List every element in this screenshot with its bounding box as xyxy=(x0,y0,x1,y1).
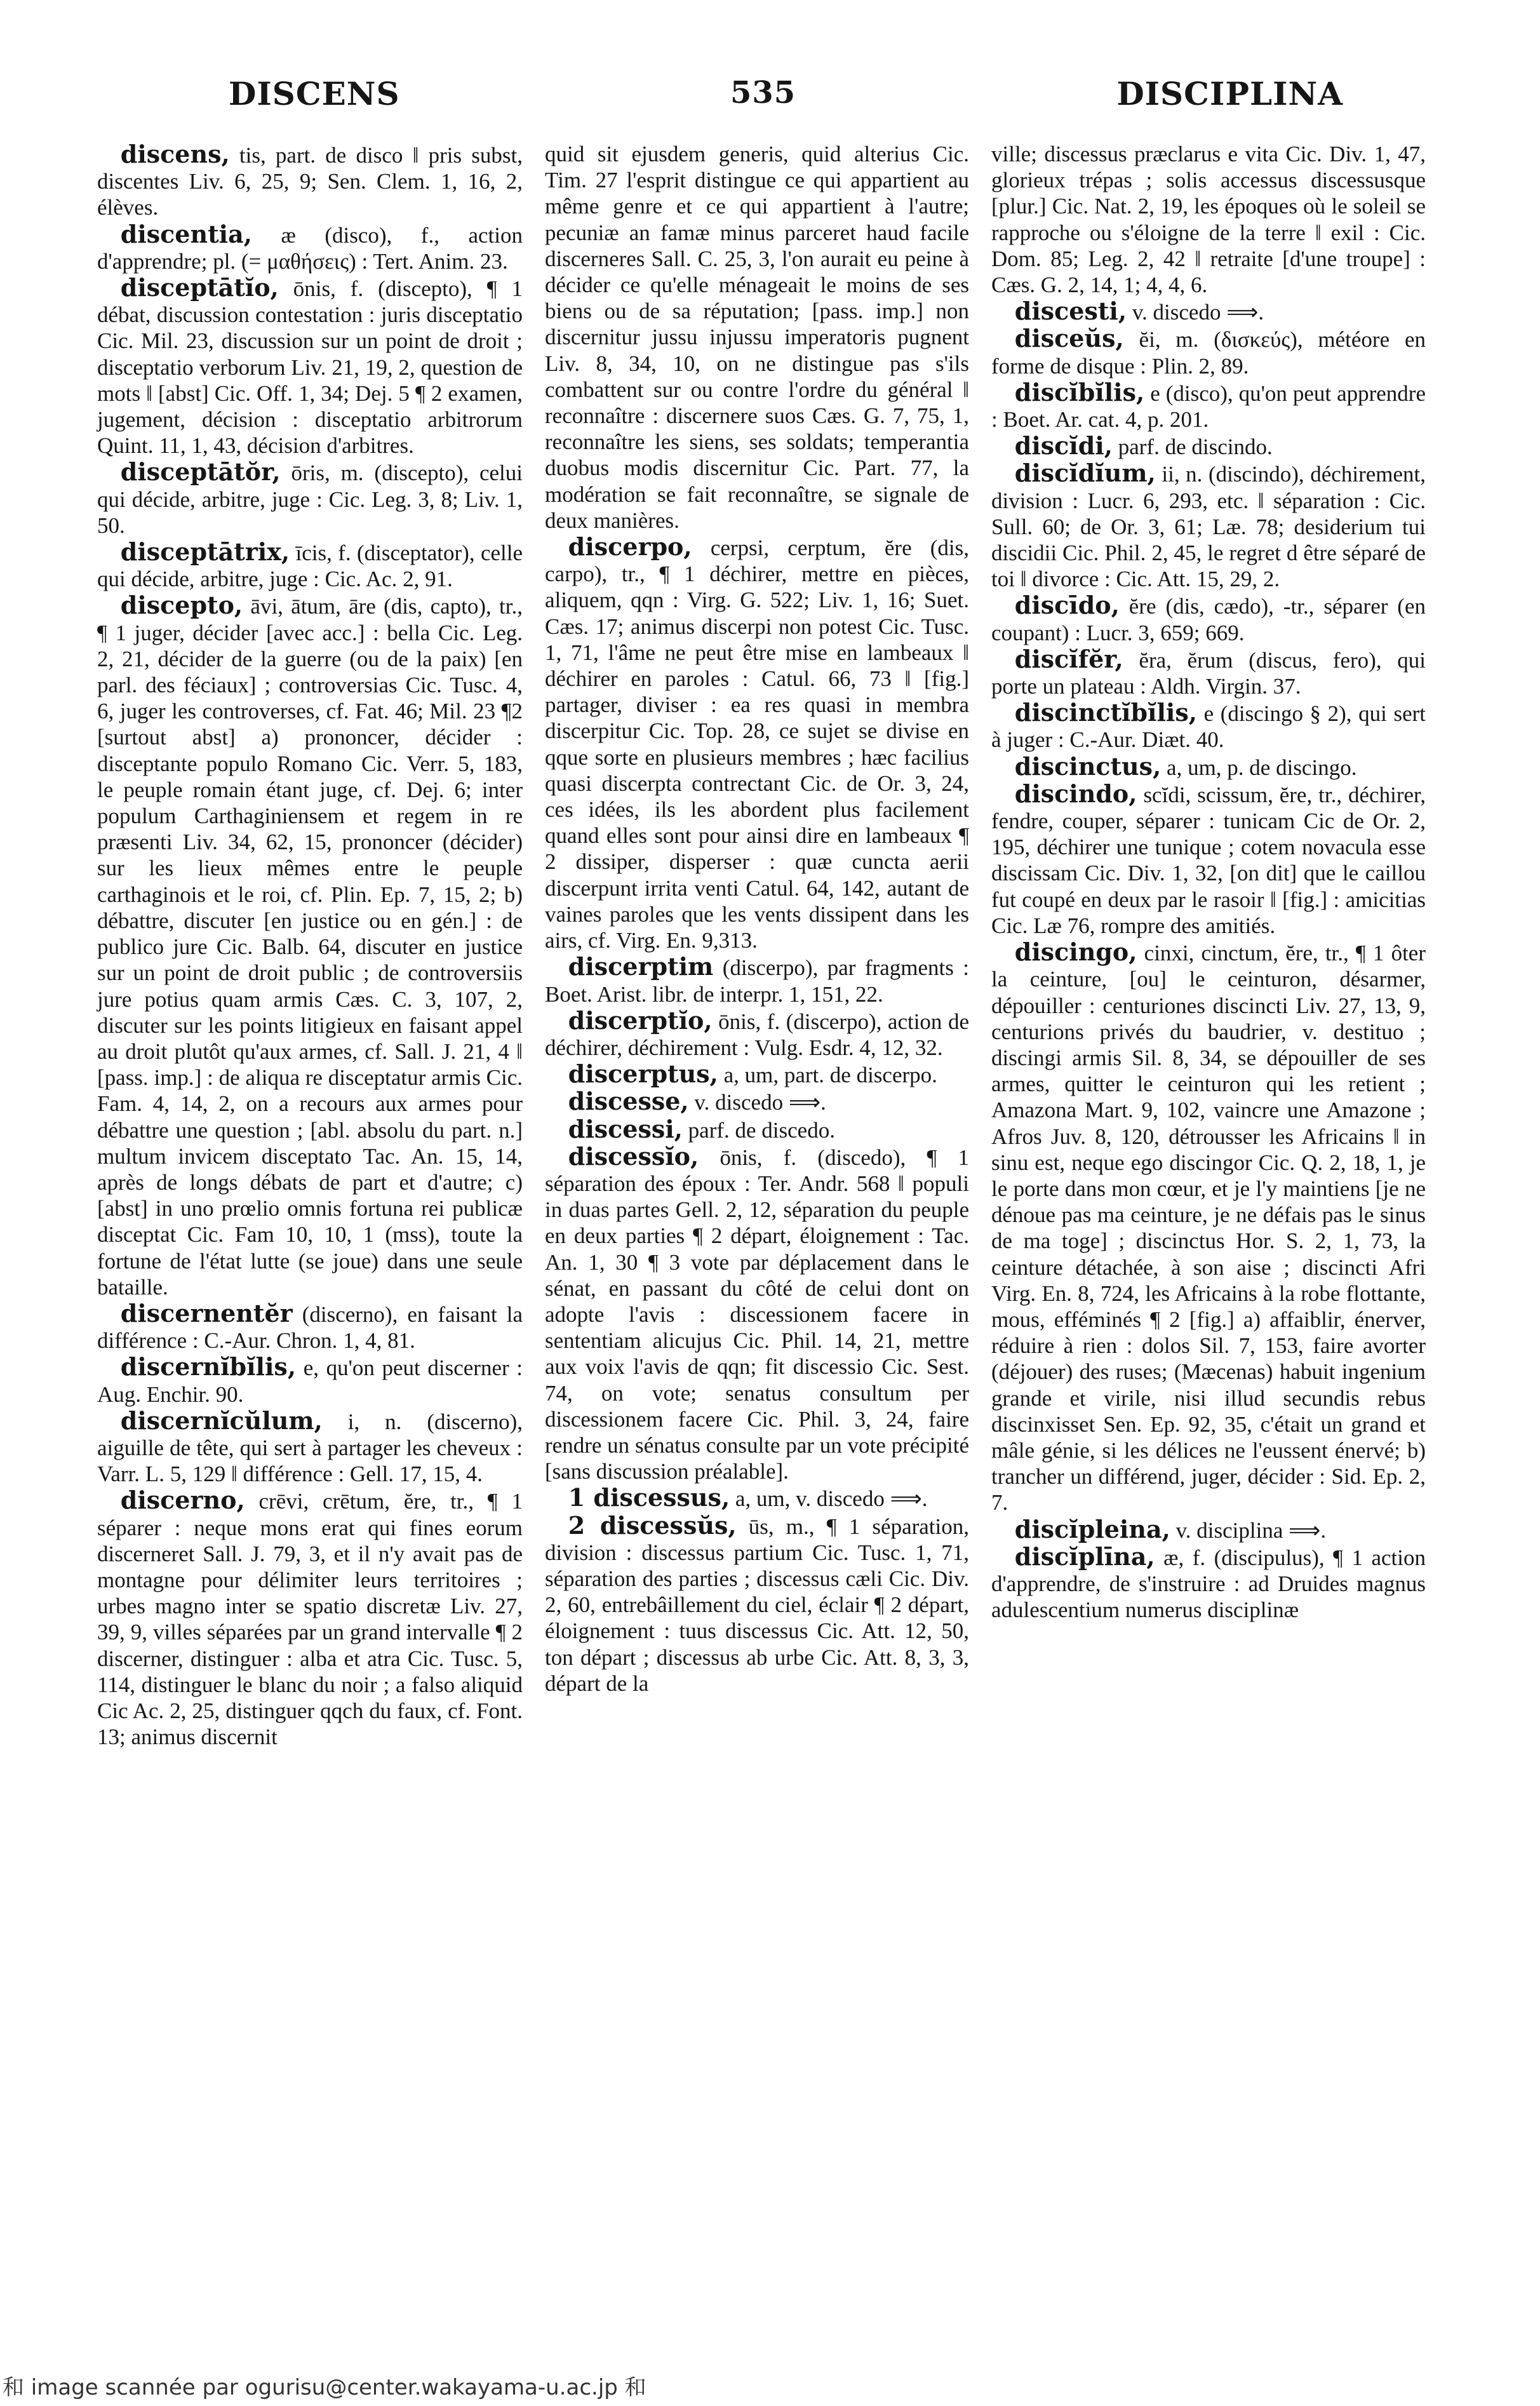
entry-definition: e (disco), qu'on peut apprendre : Boet. Ar. cat. 4, p. 201. xyxy=(991,380,1426,433)
entry-headword: discerptus, xyxy=(568,1059,718,1089)
entry-continuation: ville; discessus præclarus e vita Cic. Div. 1, 47, glorieux trépas ; solis accessus discessusque [plur.] Cic. Nat. 2, 19, les époques où le soleil se rapproche ou s'éloigne de la terre ‖ exil : Cic. Dom. 85; Leg. 2, 42 ‖ retraite [d'une troupe] : Cæs. G. 2, 14, 1; 4, 4, 6. xyxy=(991,142,1426,298)
entry-headword: discessi, xyxy=(568,1114,683,1143)
entry-definition: īcis, f. (disceptator), celle qui décide, arbitre, juge : Cic. Ac. 2, 91. xyxy=(97,541,523,592)
entry-definition: v. disciplina ⟹. xyxy=(1175,1517,1327,1543)
entry-definition: cinxi, cinctum, ĕre, tr., ¶ 1 ôter la ceinture, [ou] le ceinturon, désarmer, dépouiller : centuriones discincti Liv. 27, 13, 9, centurions privés du baudrier, v. destituo ; discingi armis Sil. 8, 34, se dépouiller de ses armes, quitter le ceinturon qui les retient ; Amazona Mart. 9, 102, vaincre une Amazone ; Afros Juv. 8, 120, détrousser les Africains ‖ in sinu est, neque ego discingor Cic. Q. 2, 18, 1, je le porte dans mon cœur, et je l'y maintiens [je ne dénoue pas ma ceinture, je ne défais pas le sinus de ma toge] ; discinctus Hor. S. 2, 1, 73, la ceinture détachée, à son aise ; discincti Afri Virg. En. 8, 724, les Africains à la robe flottante, mous, efféminés ¶ 2 [fig.] a) affaiblir, énerver, réduire à rien : dolos Sil. 7, 153, faire avorter (déjouer) des ruses; (Mæcenas) habuit ingenium grande et virile, nisi illud secundis rebus discinxisset Sen. Ep. 92, 35, c'était un grand et mâle génie, si les délices ne l'eussent énervé; b) trancher un différend, juger, décider : Sid. Ep. 2, 7. xyxy=(991,941,1426,1516)
entry-definition: crēvi, crētum, ĕre, tr., ¶ 1 séparer : neque mons erat qui fines eorum discerneret Sall. J. 79, 3, et il n'y avait pas de montagne pour délimiter leurs territoires ; urbes magno inter se spatio discretæ Liv. 27, 39, 9, villes séparées par un grand intervalle ¶ 2 discerner, distinguer : alba et atra Cic. Tusc. 5, 114, distinguer le blanc du noir ; a falso aliquid Cic Ac. 2, 25, distinguer qqch du faux, cf. Font. 13; animus discernit xyxy=(97,1489,523,1750)
entry-definition: e, qu'on peut discerner : Aug. Enchir. 90. xyxy=(97,1355,523,1407)
dictionary-entry xyxy=(545,1512,969,1697)
column-left xyxy=(97,141,523,1750)
running-head-right: DISCIPLINA xyxy=(1116,75,1343,112)
entry-definition: parf. de discindo. xyxy=(1118,434,1273,460)
dictionary-entry xyxy=(545,1116,969,1143)
entry-headword: discentia, xyxy=(120,219,252,248)
entry-definition: ĕi, m. (δισκεύς), météore en forme de disque : Plin. 2, 89. xyxy=(991,327,1426,379)
entry-headword: discindo, xyxy=(1014,779,1137,808)
dictionary-entry xyxy=(545,1484,969,1512)
dictionary-entry xyxy=(97,459,523,539)
entry-definition: a, um, v. discedo ⟹. xyxy=(735,1486,928,1512)
entry-headword: discerptĭo, xyxy=(568,1005,713,1035)
entry-definition: ōnis, f. (discepto), ¶ 1 débat, discussion contestation : juris disceptatio Cic. Mil. 23, discussion sur un point de droit ; disceptatio verborum Liv. 21, 19, 2, question de mots ‖ [abst] Cic. Off. 1, 34; Dej. 5 ¶ 2 examen, jugement, décision : disceptatio arbitrorum Quint. 11, 1, 43, décision d'arbitres. xyxy=(97,276,523,459)
dictionary-entry xyxy=(97,592,523,1300)
entry-headword: discerpo, xyxy=(568,532,692,561)
dictionary-entry xyxy=(991,592,1426,645)
dictionary-entry xyxy=(97,221,523,274)
dictionary-entry xyxy=(97,1408,523,1488)
dictionary-entry xyxy=(545,1061,969,1088)
dictionary-entry xyxy=(991,298,1426,325)
entry-definition: (discerpo), par fragments : Boet. Arist. libr. de interpr. 1, 151, 22. xyxy=(545,955,969,1007)
entry-definition: a, um, part. de discerpo. xyxy=(723,1063,937,1088)
entry-definition: āvi, ātum, āre (dis, capto), tr., ¶ 1 juger, décider [avec acc.] : bella Cic. Leg. 2, 21, décider de la guerre (ou de la paix) [en parl. des féciaux] ; controversias Cic. Tusc. 4, 6, juger les controverses, cf. Fat. 46; Mil. 23 ¶2 [surtout abst] a) prononcer, décider : disceptante populo Romano Cic. Verr. 5, 183, le peuple romain étant juge, cf. Dej. 6; inter populum Carthaginiensem et regem in re præsenti Liv. 34, 62, 15, prononcer (décider) sur les lieux mêmes entre le peuple carthaginois et le roi, cf. Plin. Ep. 7, 15, 2; b) débattre, discuter [en justice ou en gén.] : de publico jure Cic. Balb. 64, discuter en justice sur un point de droit public ; de controversiis jure potius quam armis Cæs. C. 3, 107, 2, discuter sur les points litigieux en faisant appel au droit plutôt qu'aux armes, cf. Sall. J. 21, 4 ‖ [pass. imp.] : de aliqua re disceptatur armis Cic. Fam. 4, 14, 2, on a recours aux armes pour débattre une question ; [abl. absolu du part. n.] multum invicem disceptato Tac. An. 15, 14, après de longs débats de part et d'autre; c) [abst] in uno prœlio omnis fortuna rei publicæ disceptat Cic. Fam 10, 10, 1 (mss), toute la fortune de l'état lutte (se joue) dans une seule bataille. xyxy=(97,594,523,1300)
dictionary-entry xyxy=(991,379,1426,433)
entry-headword: discinctus, xyxy=(1014,751,1162,781)
entry-definition: v. discedo ⟹. xyxy=(1132,300,1264,325)
entry-headword: discĭdi, xyxy=(1014,431,1113,460)
dictionary-entry xyxy=(545,953,969,1007)
entry-headword: discens, xyxy=(120,140,230,168)
entry-headword: 1 discessus, xyxy=(568,1483,730,1512)
entry-definition: (discerno), en faisant la différence : C.-Aur. Chron. 1, 4, 81. xyxy=(97,1301,523,1354)
entry-definition: parf. de discedo. xyxy=(688,1117,835,1143)
page-number: 535 xyxy=(730,75,796,111)
dictionary-entry xyxy=(545,1143,969,1485)
dictionary-entry xyxy=(991,699,1426,753)
entry-headword: discĭpleina, xyxy=(1014,1514,1170,1543)
dictionary-entry xyxy=(991,1543,1426,1623)
dictionary-entry xyxy=(991,939,1426,1516)
running-head-left: DISCENS xyxy=(229,75,400,112)
column-right xyxy=(991,141,1426,1623)
dictionary-entry xyxy=(991,781,1426,939)
dictionary-entry xyxy=(991,325,1426,379)
entry-headword: discessĭo, xyxy=(568,1141,699,1171)
entry-headword: discerno, xyxy=(120,1486,245,1515)
entry-definition: i, n. (discerno), aiguille de tête, qui sert à partager les cheveux : Varr. L. 5, 129 ‖ différence : Gell. 17, 15, 4. xyxy=(97,1409,523,1487)
entry-headword: discernĭbĭlis, xyxy=(120,1352,297,1381)
dictionary-entry xyxy=(97,274,523,459)
entry-headword: 2 discessŭs, xyxy=(568,1510,737,1540)
dictionary-entry xyxy=(991,646,1426,699)
dictionary-entry xyxy=(97,1354,523,1407)
entry-headword: discĭplīna, xyxy=(1014,1542,1155,1571)
entry-headword: discesse, xyxy=(568,1087,689,1116)
entry-definition: e (discingo § 2), qui sert à juger : C.-Aur. Diæt. 40. xyxy=(991,701,1426,753)
entry-headword: discepto, xyxy=(120,591,243,620)
entry-definition: tis, part. de disco ‖ pris subst, discentes Liv. 6, 25, 9; Sen. Clem. 1, 16, 2, élèves. xyxy=(97,143,523,220)
dictionary-entry xyxy=(991,433,1426,460)
entry-definition: æ (disco), f., action d'apprendre; pl. (= μαθήσεις) : Tert. Anim. 23. xyxy=(97,222,523,274)
entry-headword: discerptim xyxy=(568,952,714,981)
entry-definition: ĕra, ĕrum (discus, fero), qui porte un plateau : Aldh. Virgin. 37. xyxy=(991,647,1426,699)
entry-headword: discĭbĭlis, xyxy=(1014,377,1145,407)
entry-definition: v. discedo ⟹. xyxy=(694,1090,826,1115)
entry-headword: disceŭs, xyxy=(1014,324,1124,353)
scan-credit: 和 image scannée par ogurisu@center.wakayama-u.ac.jp 和 xyxy=(3,2375,646,2400)
entry-headword: discĭdĭum, xyxy=(1014,459,1156,488)
dictionary-entry xyxy=(97,141,523,221)
entry-headword: disceptātŏr, xyxy=(120,457,281,487)
dictionary-entry xyxy=(545,1088,969,1115)
entry-headword: discingo, xyxy=(1014,938,1137,967)
entry-definition: cerpsi, cerptum, ĕre (dis, carpo), tr., ¶ 1 déchirer, mettre en pièces, aliquem, qqn : Virg. G. 522; Liv. 1, 16; Suet. Cæs. 17; animus discerpi non potest Cic. Tusc. 1, 71, l'âme ne peut être mise en lambeaux ‖ déchirer en paroles : Catul. 66, 73 ‖ [fig.] partager, diviser : ea res quasi in membra discerpitur Cic. Top. 28, ce sujet se divise en qque sorte en plusieurs membres ; hæc facilius quasi discerpta contrectant Cic. de Or. 3, 24, ces idées, ils les abordent plus facilement quand elles sont pour ainsi dire en lambeaux ¶ 2 dissiper, disperser : quæ cuncta aerii discerpunt irrita venti Catul. 64, 142, autant de vaines paroles que les vents dissipent dans les airs, cf. Virg. En. 9,313. xyxy=(545,535,970,953)
entry-headword: discīdo, xyxy=(1014,591,1120,620)
entry-definition: ĕre (dis, cædo), -tr., séparer (en coupant) : Lucr. 3, 659; 669. xyxy=(991,594,1426,645)
entry-headword: disceptātrix, xyxy=(120,537,290,567)
entry-definition: ōris, m. (discepto), celui qui décide, arbitre, juge : Cic. Leg. 3, 8; Liv. 1, 50. xyxy=(97,460,523,538)
dictionary-entry xyxy=(991,1516,1426,1543)
dictionary-entry xyxy=(97,1300,523,1354)
entry-headword: discinctĭbĭlis, xyxy=(1014,698,1197,727)
dictionary-entry xyxy=(545,1007,969,1061)
entry-definition: a, um, p. de discingo. xyxy=(1167,755,1357,780)
entry-headword: discernentĕr xyxy=(120,1298,293,1327)
entry-headword: discernĭcŭlum, xyxy=(120,1406,323,1435)
entry-definition: scĭdi, scissum, ĕre, tr., déchirer, fendre, couper, séparer : tunicam Cic de Or. 2, 195, déchirer une tunique ; cotem novacula esse discissam Cic. Div. 1, 32, [on dit] que le caillou fut coupé en deux par le rasoir ‖ [fig.] : amicitias Cic. Læ 76, rompre des amitiés. xyxy=(991,782,1426,938)
dictionary-entry xyxy=(97,1487,523,1750)
entry-headword: discĭfĕr, xyxy=(1014,644,1123,673)
entry-definition: ōnis, f. (discedo), ¶ 1 séparation des époux : Ter. Andr. 568 ‖ populi in duas partes Gell. 2, 12, séparation du peuple en deux parties ¶ 2 départ, éloignement : Tac. An. 1, 30 ¶ 3 vote par déplacement dans le sénat, en passant du côté de celui dont on adopte l'avis : discessionem facere in sententiam alicujus Cic. Phil. 14, 21, mettre aux voix l'avis de qqn; fit discessio Cic. Sest. 74, on vote; senatus consultum per discessionem facere Cic. Phil. 3, 24, faire rendre un sénatus consulte par un vote précipité [sans discussion préalable]. xyxy=(545,1145,969,1484)
entry-continuation: quid sit ejusdem generis, quid alterius Cic. Tim. 27 l'esprit distingue ce qui appartient au même genre et ce qui appartient à l'autre; pecuniæ an famæ minus parceret haud facile discerneres Sall. C. 25, 3, l'on aurait eu peine à décider ce qu'elle ménageait le moins de ses biens ou de sa réputation; [pass. imp.] non discernitur jussu injussu imperatoris pugnent Liv. 8, 34, 10, on ne distingue pas s'ils combattent sur ou contre l'ordre du général ‖ reconnaître : discernere suos Cæs. G. 7, 75, 1, reconnaître les siens, ses soldats; temperantia duobus modis discernitur Cic. Part. 77, la modération se fait reconnaître, se signale de deux manières. xyxy=(545,142,969,533)
dictionary-entry xyxy=(991,753,1426,781)
dictionary-entry xyxy=(991,460,1426,592)
entry-definition: ōnis, f. (discerpo), action de déchirer, déchirement : Vulg. Esdr. 4, 12, 32. xyxy=(545,1009,970,1060)
dictionary-entry xyxy=(545,534,969,953)
entry-definition: ūs, m., ¶ 1 séparation, division : discessus partium Cic. Tusc. 1, 71, séparation des parties ; discessus cæli Cic. Div. 2, 60, entrebâillement du ciel, éclair ¶ 2 départ, éloignement : tuus discessus Cic. Att. 12, 50, ton départ ; discessus ab urbe Cic. Att. 8, 3, 3, départ de la xyxy=(545,1514,969,1696)
entry-headword: discesti, xyxy=(1014,297,1127,326)
entry-definition: ii, n. (discindo), déchirement, division : Lucr. 6, 293, etc. ‖ séparation : Cic. Sull. 60; de Or. 3, 61; Læ. 78; desiderium tui discidii Cic. Phil. 2, 45, le regret d être séparé de toi ‖ divorce : Cic. Att. 15, 29, 2. xyxy=(991,462,1426,592)
entry-headword: disceptātĭo, xyxy=(120,273,279,302)
column-middle xyxy=(545,141,969,1697)
dictionary-entry xyxy=(97,539,523,592)
entry-definition: æ, f. (discipulus), ¶ 1 action d'apprendre, de s'instruire : ad Druides magnus adulescentium numerus disciplinæ xyxy=(991,1545,1426,1623)
